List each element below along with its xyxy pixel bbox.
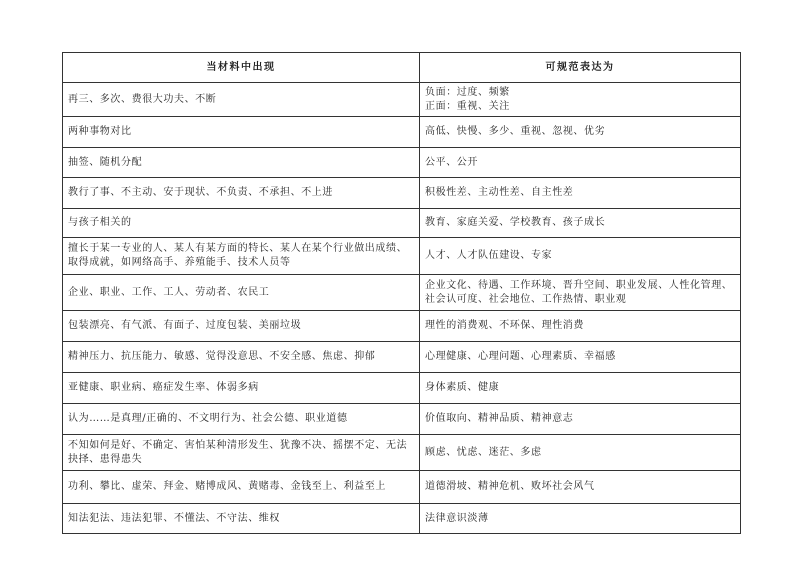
column-header-material: 当材料中出现 (63, 53, 420, 83)
table-row (63, 117, 741, 148)
expression-cell: 负面：过度、频繁 正面：重视、关注 (420, 83, 741, 117)
material-cell: 认为……是真理/正确的、不文明行为、社会公德、职业道德 (63, 404, 420, 435)
table-row (63, 275, 741, 311)
expression-cell: 高低、快慢、多少、重视、忽视、优劣 (420, 117, 741, 148)
comparison-table (62, 52, 741, 534)
material-cell: 不知如何是好、不确定、害怕某种清形发生、犹豫不决、摇摆不定、无法抉择、患得患失 (63, 435, 420, 471)
material-cell: 与孩子相关的 (63, 209, 420, 238)
material-cell: 擅长于某一专业的人、某人有某方面的特长、某人在某个行业做出成绩、取得成就，如网络高手、养殖能手、技术人员等 (63, 238, 420, 275)
table-row (63, 148, 741, 178)
table-row (63, 238, 741, 275)
expression-cell: 顾虑、忧虑、迷茫、多虑 (420, 435, 741, 471)
material-cell: 两种事物对比 (63, 117, 420, 148)
table-row (63, 471, 741, 504)
table-row (63, 504, 741, 534)
expression-cell: 公平、公开 (420, 148, 741, 178)
expression-cell: 价值取向、精神品质、精神意志 (420, 404, 741, 435)
table-row (63, 83, 741, 117)
table-row (63, 404, 741, 435)
expression-cell: 法律意识淡薄 (420, 504, 741, 534)
material-cell: 再三、多次、费很大功夫、不断 (63, 83, 420, 117)
material-cell: 精神压力、抗压能力、敏感、觉得没意思、不安全感、焦虑、抑郁 (63, 342, 420, 373)
material-cell: 企业、职业、工作、工人、劳动者、农民工 (63, 275, 420, 311)
table-row (63, 209, 741, 238)
expression-cell: 人才、人才队伍建设、专家 (420, 238, 741, 275)
table-row (63, 342, 741, 373)
material-cell: 抽签、随机分配 (63, 148, 420, 178)
column-header-expression: 可规范表达为 (420, 53, 741, 83)
table-row (63, 178, 741, 209)
expression-cell: 教育、家庭关爱、学校教育、孩子成长 (420, 209, 741, 238)
material-cell: 亚健康、职业病、癌症发生率、体弱多病 (63, 373, 420, 404)
table-row (63, 373, 741, 404)
table-header-row (63, 53, 741, 83)
expression-cell: 积极性差、主动性差、自主性差 (420, 178, 741, 209)
expression-cell: 企业文化、待遇、工作环境、晋升空间、职业发展、人性化管理、社会认可度、社会地位、工作热情、职业观 (420, 275, 741, 311)
table-row (63, 435, 741, 471)
material-cell: 知法犯法、违法犯罪、不懂法、不守法、维权 (63, 504, 420, 534)
table-row (63, 311, 741, 342)
material-cell: 功利、攀比、虚荣、拜金、赌博成风、黄赌毒、金钱至上、利益至上 (63, 471, 420, 504)
material-cell: 教行了事、不主动、安于现状、不负责、不承担、不上进 (63, 178, 420, 209)
expression-cell: 身体素质、健康 (420, 373, 741, 404)
material-cell: 包装漂亮、有气派、有面子、过度包装、美丽垃圾 (63, 311, 420, 342)
expression-cell: 道德滑坡、精神危机、败坏社会风气 (420, 471, 741, 504)
expression-cell: 心理健康、心理问题、心理素质、幸福感 (420, 342, 741, 373)
expression-cell: 理性的消费观、不环保、理性消费 (420, 311, 741, 342)
